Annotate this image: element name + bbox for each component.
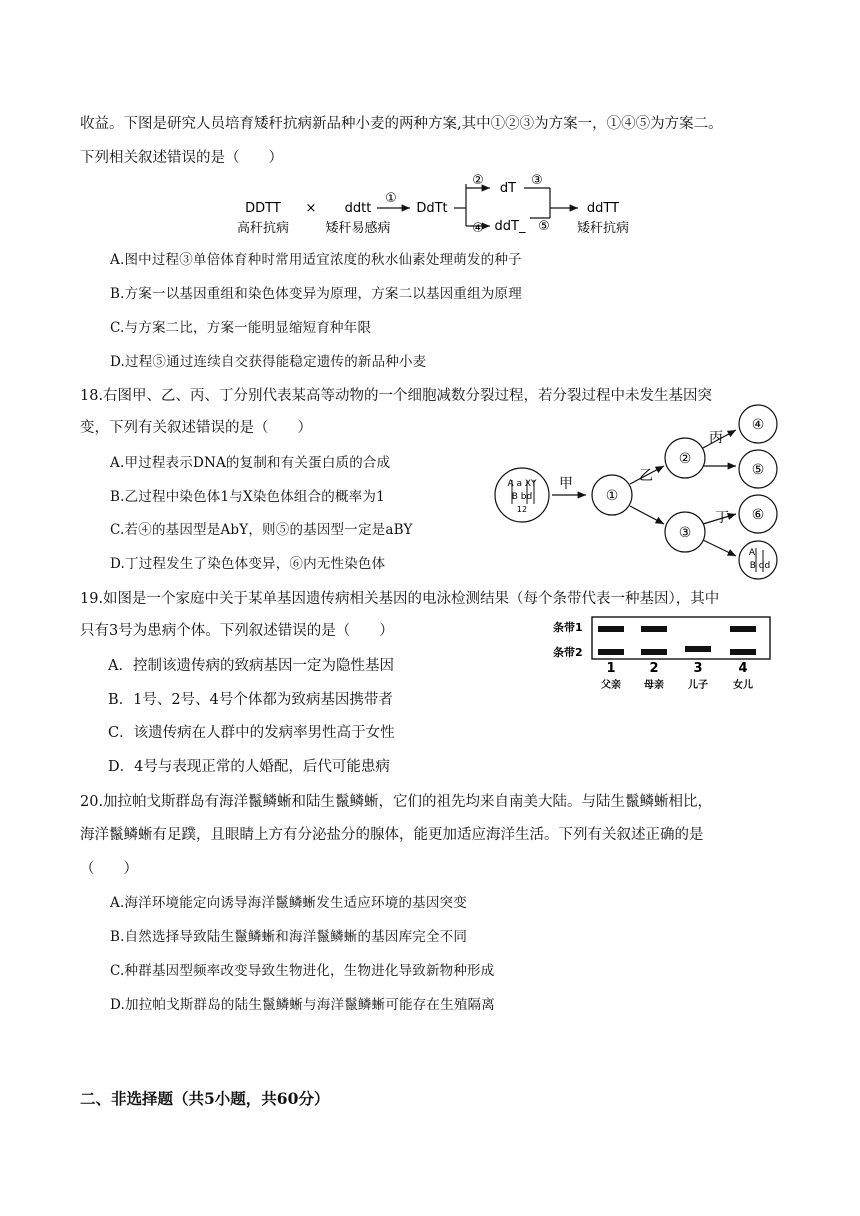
cell-4-label: ④ xyxy=(751,417,765,433)
label-yi: 乙 xyxy=(639,468,653,484)
result-phenotype: 矮秆抗病 xyxy=(576,221,630,236)
parent-cell-label-bottom: 12 xyxy=(516,505,528,514)
cell-7-label-top: A xyxy=(748,548,756,558)
q20-stem-line3: （ ） xyxy=(80,861,138,877)
gel-band-lane1-band2 xyxy=(598,649,624,655)
step2-label: ② xyxy=(472,173,484,188)
cell-3-label: ③ xyxy=(678,525,692,541)
gel-band-lane4-band2 xyxy=(730,649,756,655)
parent1-phenotype: 高秆抗病 xyxy=(236,221,290,236)
cell-7 xyxy=(739,541,777,579)
q20-option-b: B.自然选择导致陆生鬣鳞蜥和海洋鬣鳞蜥的基因库完全不同 xyxy=(110,929,468,945)
f1-genotype: DdTt xyxy=(416,201,448,216)
q18-option-a: A.甲过程表示DNA的复制和有关蛋白质的合成 xyxy=(110,455,391,471)
gamete-dT: dT xyxy=(499,181,517,196)
q19-option-d: D．4号与表现正常的人婚配，后代可能患病 xyxy=(108,759,390,775)
result-genotype: ddTT xyxy=(586,201,620,216)
band2-label: 条带2 xyxy=(553,646,583,659)
q18-stem-line1: 18.右图甲、乙、丙、丁分别代表某高等动物的一个细胞减数分裂过程，若分裂过程中未发生基因突 xyxy=(80,388,713,404)
q18-option-b: B.乙过程中染色体1与X染色体组合的概率为1 xyxy=(110,489,385,505)
q17-option-a: A.图中过程③单倍体育种时常用适宜浓度的秋水仙素处理萌发的种子 xyxy=(110,252,522,268)
q20-option-c: C.种群基因型频率改变导致生物进化，生物进化导致新物种形成 xyxy=(110,963,495,979)
q19-option-c: C．该遗传病在人群中的发病率男性高于女性 xyxy=(108,725,395,741)
lane-1-number: 1 xyxy=(606,661,616,676)
lane-1-name: 父亲 xyxy=(601,680,621,691)
lane-2-number: 2 xyxy=(649,661,659,676)
parent-cell-label-top: A a XY xyxy=(507,479,537,489)
label-ding: 丁 xyxy=(715,510,729,526)
gel-bands xyxy=(598,626,756,655)
electrophoresis-gel xyxy=(548,612,808,692)
genotype-ddT: ddT_ xyxy=(494,219,526,234)
q19-stem-line2: 只有3号为患病个体。下列叙述错误的是（ ） xyxy=(80,623,394,639)
q17-option-c: C.与方案二比，方案一能明显缩短育种年限 xyxy=(110,320,372,336)
step5-label: ⑤ xyxy=(538,219,550,234)
band1-label: 条带1 xyxy=(553,621,583,634)
q17-stem-line1: 收益。下图是研究人员培育矮秆抗病新品种小麦的两种方案,其中①②③为方案一，①④⑤为方案二。 xyxy=(80,116,723,132)
parent2-genotype: ddtt xyxy=(344,201,372,216)
lane-3-name: 儿子 xyxy=(688,680,708,691)
q19-option-a: A．控制该遗传病的致病基因一定为隐性基因 xyxy=(108,658,394,674)
parent2-phenotype: 矮秆易感病 xyxy=(325,221,391,236)
lane-3-number: 3 xyxy=(693,661,703,676)
step3-label: ③ xyxy=(531,173,543,188)
q20-stem-line2: 海洋鬣鳞蜥有足蹼，且眼睛上方有分泌盐分的腺体，能更加适应海洋生活。下列有关叙述正确的是 xyxy=(80,827,704,843)
gel-band-lane1-band1 xyxy=(598,626,624,632)
q17-option-b: B.方案一以基因重组和染色体变异为原理，方案二以基因重组为原理 xyxy=(110,286,522,302)
q18-option-c: C.若④的基因型是AbY，则⑤的基因型一定是aBY xyxy=(110,522,413,538)
q20-option-a: A.海洋环境能定向诱导海洋鬣鳞蜥发生适应环境的基因突变 xyxy=(110,895,467,911)
q17-option-d: D.过程⑤通过连续自交获得能稳定遗传的新品种小麦 xyxy=(110,354,427,370)
q20-option-d: D.加拉帕戈斯群岛的陆生鬣鳞蜥与海洋鬣鳞蜥可能存在生殖隔离 xyxy=(110,997,495,1013)
cell-1-label: ① xyxy=(605,488,619,504)
label-jia: 甲 xyxy=(559,476,573,492)
gel-band-lane4-band1 xyxy=(730,626,756,632)
q18-option-d: D.丁过程发生了染色体变异，⑥内无性染色体 xyxy=(110,556,386,572)
arrow-to-7 xyxy=(703,540,736,556)
gel-band-lane2-band1 xyxy=(641,626,667,632)
cell-6-label: ⑥ xyxy=(751,507,765,523)
meiosis-diagram xyxy=(480,400,810,580)
cell-5-label: ⑤ xyxy=(751,462,765,478)
lane-2-name: 母亲 xyxy=(644,680,664,691)
cross-symbol: × xyxy=(305,201,317,216)
q18-stem-line2: 变，下列有关叙述错误的是（ ） xyxy=(80,420,312,436)
q19-option-b: B．1号、2号、4号个体都为致病基因携带者 xyxy=(108,692,393,708)
breeding-scheme-diagram xyxy=(0,172,860,242)
lane-4-name: 女儿 xyxy=(733,680,753,691)
parent-cell-label-mid: B bd xyxy=(511,492,533,502)
section-2-heading: 二、非选择题（共5小题，共60分） xyxy=(80,1089,330,1108)
gel-band-lane2-band2 xyxy=(641,649,667,655)
label-bing: 丙 xyxy=(709,430,723,446)
gel-band-lane3-band2 xyxy=(685,646,711,652)
lane-4-number: 4 xyxy=(738,661,748,676)
arrow-to-3 xyxy=(630,506,664,524)
cell-2-label: ② xyxy=(678,451,692,467)
q20-stem-line1: 20.加拉帕戈斯群岛有海洋鬣鳞蜥和陆生鬣鳞蜥，它们的祖先均来自南美大陆。与陆生鬣鳞蜥相比， xyxy=(80,794,713,810)
parent1-genotype: DDTT xyxy=(245,201,281,216)
q19-stem-line1: 19.如图是一个家庭中关于某单基因遗传病相关基因的电泳检测结果（每个条带代表一种基因），其中 xyxy=(80,591,720,607)
cell-7-label-bottom: B dd xyxy=(749,561,771,571)
q17-stem-line2: 下列相关叙述错误的是（ ） xyxy=(80,150,283,166)
step1-label: ① xyxy=(385,191,397,206)
step4-label: ④ xyxy=(472,221,484,236)
